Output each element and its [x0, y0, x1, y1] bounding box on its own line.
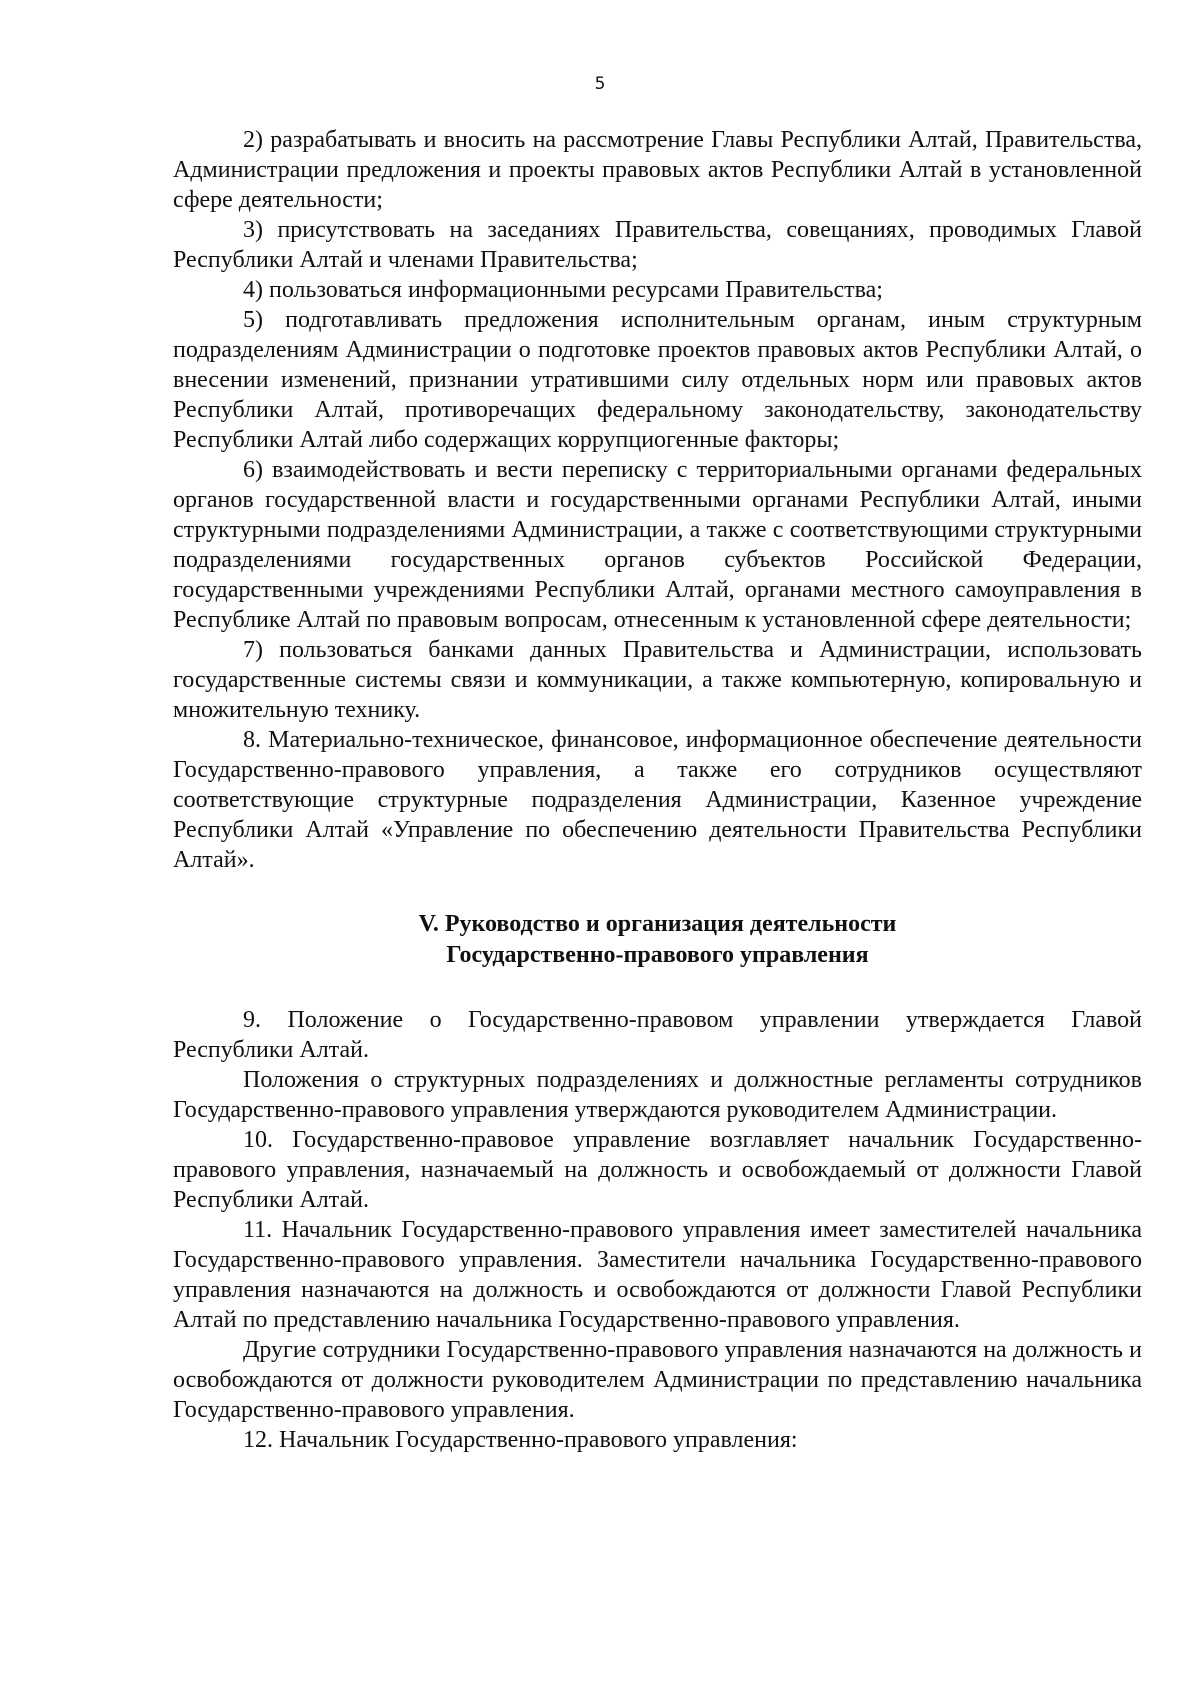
document-body	[173, 125, 1142, 1455]
paragraph-item-4: 4) пользоваться информационными ресурсами Правительства;	[243, 277, 883, 303]
paragraph-item-6: 6) взаимодействовать и вести переписку с территориальными органами федеральных органов государственной власти и государственными органами Республики Алтай, иными структурными подразделениями Администрации, а также с соответствующими структурными подразделениями государственных органов субъектов Российской Федерации, государственными учреждениями Республики Алтай, органами местного самоуправления в Республике Алтай по правовым вопросам, отнесенным к установленной сфере деятельности;	[173, 457, 1142, 633]
paragraph-point-12: 12. Начальник Государственно-правового управления:	[243, 1427, 798, 1453]
section-heading	[173, 909, 1142, 971]
paragraph-point-10: 10. Государственно-правовое управление возглавляет начальник Государственно-правового управления, назначаемый на должность и освобождаемый от должности Главой Республики Алтай.	[173, 1127, 1142, 1213]
paragraph-point-8: 8. Материально-техническое, финансовое, информационное обеспечение деятельности Государственно-правового управления, а также его сотрудников осуществляют соответствующие структурные подразделения Администрации, Казенное учреждение Республики Алтай «Управление по обеспечению деятельности Правительства Республики Алтай».	[173, 727, 1142, 873]
section-heading-line-2: Государственно-правового управления	[446, 942, 869, 968]
paragraph-regulations: Положения о структурных подразделениях и должностные регламенты сотрудников Государственно-правового управления утверждаются руководителем Администрации.	[173, 1067, 1142, 1123]
page-number: 5	[594, 74, 606, 94]
paragraph-item-7: 7) пользоваться банками данных Правительства и Администрации, использовать государственные системы связи и коммуникации, а также компьютерную, копировальную и множительную технику.	[173, 637, 1142, 723]
paragraph-item-2: 2) разрабатывать и вносить на рассмотрение Главы Республики Алтай, Правительства, Администрации предложения и проекты правовых актов Республики Алтай в установленной сфере деятельности;	[173, 127, 1142, 213]
paragraph-item-5: 5) подготавливать предложения исполнительным органам, иным структурным подразделениям Администрации о подготовке проектов правовых актов Республики Алтай, о внесении изменений, признании утратившими силу отдельных норм или правовых актов Республики Алтай, противоречащих федеральному законодательству, законодательству Республики Алтай либо содержащих коррупциогенные факторы;	[173, 307, 1142, 453]
paragraph-point-11: 11. Начальник Государственно-правового управления имеет заместителей начальника Государственно-правового управления. Заместители начальника Государственно-правового управления назначаются на должность и освобождаются от должности Главой Республики Алтай по представлению начальника Государственно-правового управления.	[173, 1217, 1142, 1333]
paragraph-point-9: 9. Положение о Государственно-правовом управлении утверждается Главой Республики Алтай.	[173, 1007, 1142, 1063]
paragraph-other-staff: Другие сотрудники Государственно-правового управления назначаются на должность и освобождаются от должности руководителем Администрации по представлению начальника Государственно-правового управления.	[173, 1337, 1142, 1423]
section-heading-line-1: V. Руководство и организация деятельности	[418, 911, 897, 937]
paragraph-item-3: 3) присутствовать на заседаниях Правительства, совещаниях, проводимых Главой Республики Алтай и членами Правительства;	[173, 217, 1142, 273]
